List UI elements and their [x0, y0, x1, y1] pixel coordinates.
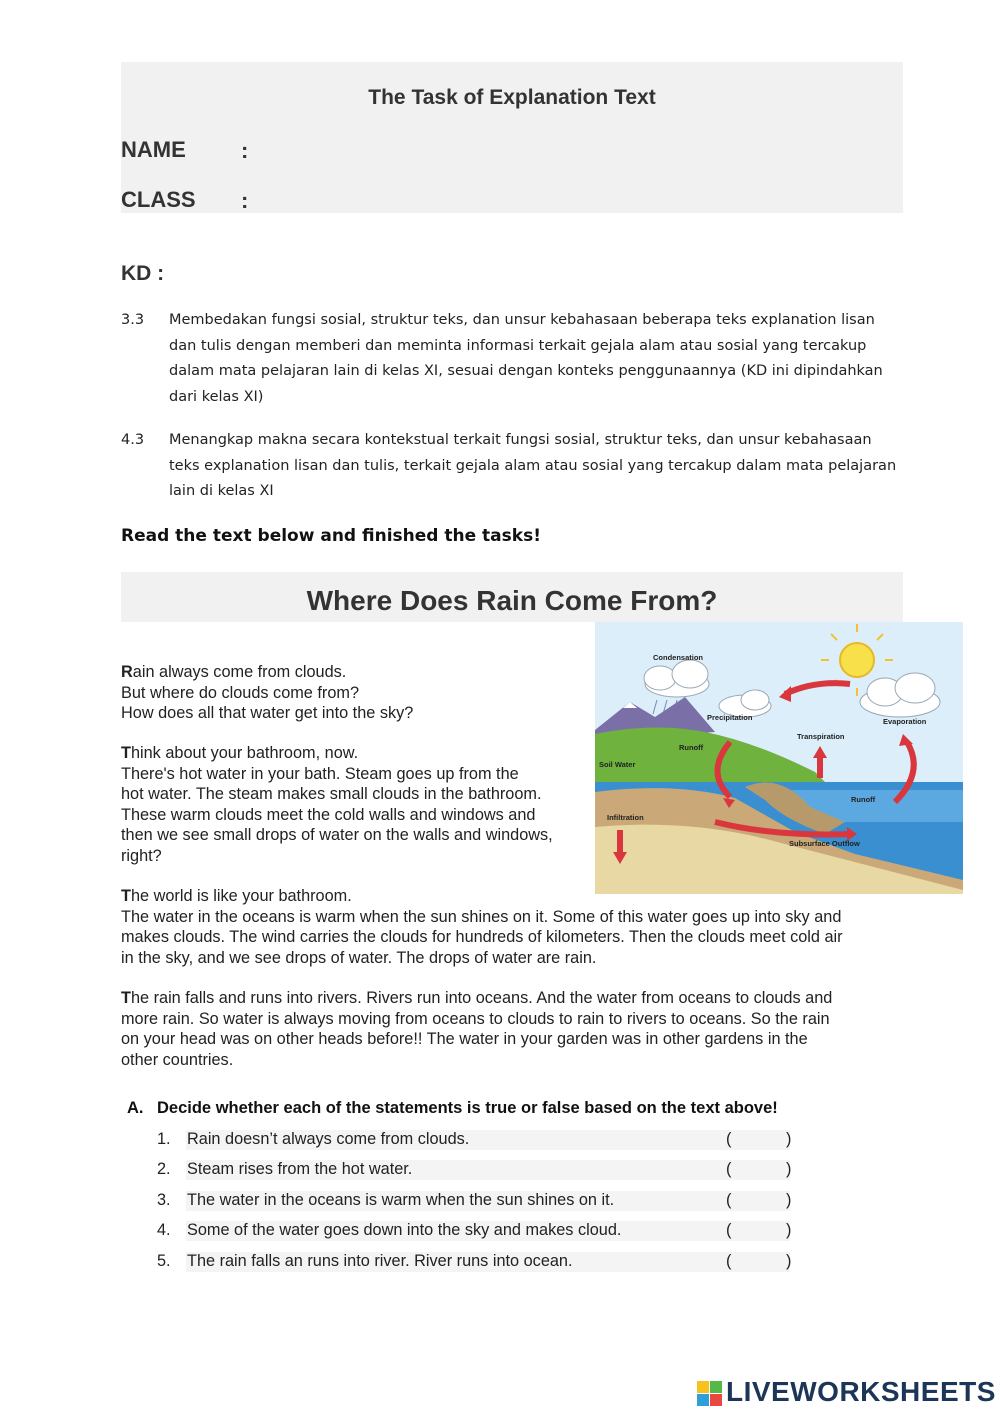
- header-box: [121, 62, 903, 213]
- label-evaporation: Evaporation: [883, 717, 927, 726]
- class-label: CLASS: [121, 187, 196, 212]
- liveworksheets-brand: LIVEWORKSHEETS: [726, 1376, 996, 1407]
- page-title: The Task of Explanation Text: [368, 86, 656, 109]
- answer-input[interactable]: [738, 1221, 786, 1241]
- paren-open: (: [726, 1160, 732, 1178]
- drop-letter: R: [121, 663, 133, 681]
- paren-open: (: [726, 1130, 732, 1148]
- drop-letter: T: [121, 887, 131, 905]
- paren-open: (: [726, 1252, 732, 1270]
- story-title: Where Does Rain Come From?: [306, 585, 718, 616]
- name-label: NAME: [121, 137, 186, 162]
- question-text: Steam rises from the hot water.: [187, 1160, 413, 1178]
- question-text: Rain doesn’t always come from clouds.: [187, 1130, 470, 1148]
- answer-input[interactable]: [738, 1160, 786, 1180]
- label-infiltration: Infiltration: [607, 813, 644, 822]
- story-paragraph: [121, 988, 911, 1070]
- story-paragraph: [121, 662, 591, 724]
- question-text: The water in the oceans is warm when the sun shines on it.: [187, 1191, 615, 1209]
- answer-input[interactable]: [738, 1191, 786, 1211]
- paren-close: ): [786, 1160, 792, 1178]
- label-transpiration: Transpiration: [797, 732, 845, 741]
- answer-input[interactable]: [738, 1130, 786, 1150]
- question-text: Some of the water goes down into the sky and makes cloud.: [187, 1221, 622, 1239]
- label-runoff: Runoff: [679, 743, 704, 752]
- paren-close: ): [786, 1221, 792, 1239]
- paragraph-text: he rain falls and runs into rivers. Rivers run into oceans. And the water from oceans to clouds and more rain. So water is always moving from oceans to clouds to rain to rivers to oceans. So the rain on your head was on other heads before!! The water in your garden was in other gardens in the other countries.: [121, 989, 833, 1069]
- label-soil-water: Soil Water: [599, 760, 636, 769]
- kd-item-text: Membedakan fungsi sosial, struktur teks, dan unsur kebahasaan beberapa teks explanation lisan dan tulis dengan memberi dan meminta informasi terkait gejala alam atau sosial yang tercakup dalam mata pelajaran lain di kelas XI, sesuai dengan konteks penggunaannya (KD ini dipindahkan dari kelas XI): [169, 312, 883, 405]
- liveworksheets-logo-icon: [697, 1379, 723, 1409]
- instruction-text: Read the text below and finished the tasks!: [121, 526, 541, 546]
- section-a-title: Decide whether each of the statements is true or false based on the text above!: [157, 1099, 778, 1117]
- drop-letter: T: [121, 744, 131, 762]
- question-number: 1.: [157, 1130, 171, 1148]
- question-number: 5.: [157, 1252, 171, 1270]
- paragraph-text: he world is like your bathroom. The water in the oceans is warm when the sun shines on it. Some of this water goes up into sky and makes clouds. The wind carries the clouds for hundreds of kilometers. Then the clouds meet cold air in the sky, and we see drops of water. The drops of water are rain.: [121, 887, 843, 967]
- question-number: 4.: [157, 1221, 171, 1239]
- paragraph-text: ain always come from clouds. But where do clouds come from? How does all that water get into the sky?: [121, 663, 414, 722]
- section-a-letter: A.: [127, 1099, 144, 1117]
- question-number: 3.: [157, 1191, 171, 1209]
- paragraph-text: hink about your bathroom, now. There's hot water in your bath. Steam goes up from the hot water. The steam makes small clouds in the bathroom. These warm clouds meet the cold walls and windows and then we see small drops of water on the walls and windows, right?: [121, 744, 553, 865]
- kd-item-number: 4.3: [121, 432, 145, 448]
- story-paragraph: [121, 743, 591, 866]
- label-subsurface-outflow: Subsurface Outflow: [789, 839, 860, 848]
- paren-open: (: [726, 1191, 732, 1209]
- label-precipitation: Precipitation: [707, 713, 753, 722]
- drop-letter: T: [121, 989, 131, 1007]
- label-runoff: Runoff: [851, 795, 876, 804]
- kd-heading: KD :: [121, 262, 165, 285]
- paren-close: ): [786, 1130, 792, 1148]
- name-colon: :: [241, 138, 249, 163]
- paren-close: ): [786, 1191, 792, 1209]
- label-condensation: Condensation: [653, 653, 703, 662]
- paren-open: (: [726, 1221, 732, 1239]
- answer-input[interactable]: [738, 1252, 786, 1272]
- kd-item-text: Menangkap makna secara kontekstual terkait fungsi sosial, struktur teks, dan unsur kebahasaan teks explanation lisan dan tulis, terkait gejala alam atau sosial yang tercakup dalam mata pelajaran lain di kelas XI: [169, 432, 897, 499]
- question-text: The rain falls an runs into river. River runs into ocean.: [187, 1252, 573, 1270]
- story-paragraph: [121, 886, 911, 968]
- kd-item-number: 3.3: [121, 312, 145, 328]
- question-number: 2.: [157, 1160, 171, 1178]
- paren-close: ): [786, 1252, 792, 1270]
- class-colon: :: [241, 188, 249, 213]
- water-cycle-diagram: [595, 622, 963, 894]
